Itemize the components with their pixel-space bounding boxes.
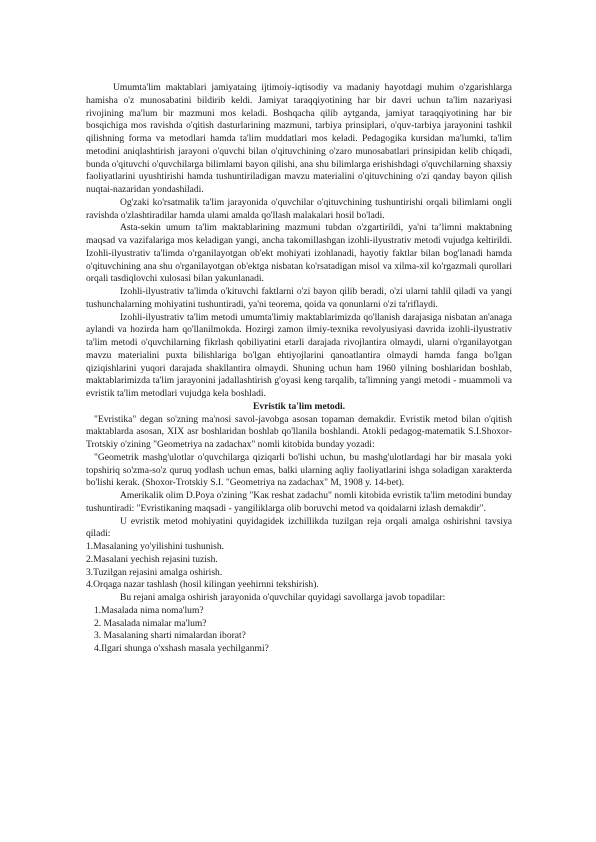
plan-step: 3.Tuzilgan rejasini amalga oshirish.	[86, 566, 223, 578]
question-item: 1.Masalada nima noma'lum?	[94, 604, 204, 616]
paragraph-explanatory-method: Asta-sekin umum ta'lim maktablarining mazmuni tubdan o'zgartirildi, ya'ni ta’limni maktabning maqsad va vazifalariga mos keladigan yangi, ancha takomillashgan izohli-ilyustrativ metodi vujudga keltirildi. Izohli-ilyustrativ ta'limda o'rganilayotgan ob'ekt mohiyati izohlanadi, hayotiy faktlar bilan bog'lanadi hamda o'qituvchining ana shu o'rganilayotgan ob'ektga nisbatan ko'rsatadigan misol va xilma-xil ko'rgazmali qurollari orqali tasdiqlovchi xulosasi bilan yakunlanadi.	[86, 222, 512, 285]
question-item: 4.Ilgari shunga o'xshash masala yechilganmi?	[94, 643, 269, 654]
paragraph-questions-intro: Bu rejani amalga oshirish jarayonida o'quvchilar quyidagi savollarga javob topadilar:	[120, 592, 446, 603]
plan-step: 4.Orqaga nazar tashlash (hosil kilingan yeehirnni tekshirish).	[86, 579, 319, 591]
paragraph-quote: "Geometrik mashg'ulotlar o'quvchilarga qiziqarli bo'lishi uchun, bu mashg'ulotlardagi har bir masala yoki topshiriq so'zma-so'z quruq yodlash uchun emas, balki ularning aqliy faoliyatlarini ishga soladigan xarakterda bo'lishi kerak. (Shoxor-Trotskiy S.I. "Geometriya na zadachax" M, 1908 y. 14-bet).	[86, 451, 512, 489]
paragraph-teacher-role: Izohli-ilyustrativ ta'limda o'kituvchi faktlarni o'zi bayon qilib beradi, o'zi ularni tahlil qiladi va yangi tushunchalarning mohiyatini tushuntiradi, ya'ni teorema, qoida va qonunlarni o'zi ta'riflaydi.	[86, 286, 512, 310]
paragraph-method-limitations: Izohli-ilyustrativ ta'lim metodi umumta'limiy maktablarimizda qo'llanish darajasiga nisbatan an'anaga aylandi va hozirda ham qo'llanilmokda. Hozirgi zamon ilmiy-texnika revolyusiyasi davrida izohli-ilyustrativ ta'lim metodi o'quvchilarning fikrlash qobiliyatini etarli darajada rivojlantira olmaydi, ularni o'rganilayotgan mavzu materialini puxta bilishlariga bo'lgan ehtiyojlarini qanoatlantira olmaydi hamda fanga bo'lgan qiziqishlarini yuqori darajada shakllantira olmaydi. Shuning uchun ham 1960 yilning boshlaridan boshlab, maktablarimizda ta'lim jarayonini jadallashtirish g'oyasi keng tarqalib, ta'limning yangi metodi - muammoli va evristik ta'lim metodlari vujudga kela boshladi.	[86, 311, 512, 399]
question-item: 2. Masalada nimalar ma'lum?	[94, 617, 207, 629]
section-heading: Evristik ta'lim metodi.	[252, 400, 345, 412]
paragraph-verbal-instruction: Og'zaki ko'rsatmalik ta'lim jarayonida o'quvchilar o'qituvchining tushuntirishi orqali bilimlami ongli ravishda o'zlashtiradilar hamda ulami amalda qo'llash malakalari hosil bo'ladi.	[86, 196, 512, 221]
paragraph-plan-intro: U evristik metod mohiyatini quyidagidek izchillikda tuzilgan reja orqali amalga oshirishni tavsiya qiladi:	[86, 515, 512, 540]
document-page	[86, 82, 512, 656]
plan-step: 1.Masalaning yo'yilishini tushunish.	[86, 541, 225, 552]
paragraph-intro: Umumta'lim maktablari jamiyataing ijtimoiy-iqtisodiy va madaniy hayotdagi muhim o'zgarishlarga hamisha o'z munosabatini bildirib keldi. Jamiyat taraqqiyotining har bir davri uchun ta'lim nazariyasi rivojining ma'lum bir mazmuni mos keladi. Boshqacha qilib aytganda, jamiyat taraqqiyotining har bir bosqichiga mos ravishda o'qitish dasturlarining mazmuni, tarbiya prinsiplari, o'quv-tarbiya jarayonini tashkil qilishning forma va metodlari hamda ta'lim muddatlari mos keladi. Pedagogika kursidan ma'lumki, ta'lim metodini aniqlashtirish jarayoni o'quvchi bilan o'qituvchining o'zaro munosabatlari prinsipidan kelib chiqadi, bunda o'qituvchi o'quvchilarga bilimlami bayon qilishi, ana shu bilimlarga erishishdagi o'quvchilarning shaxsiy faoliyatlarini uyushtirishi hamda tushuntiriladigan mavzu materialini o'qituvchining o'zi qanday bayon qilish nuqtai-nazaridan yondashiladi.	[86, 82, 512, 195]
paragraph-heuristics-definition: "Evristika" degan so'zning ma'nosi savol-javobga asosan topaman demakdir. Evristik metod bilan o'qitish maktablarda asosan, XIX asr boshlaridan boshlab qo'llanila boshlandi. Atokli pedagog-matematik S.I.Shoxor-Trotskiy o'zining "Geometriya na zadachax" nomli kitobida bunday yozadi:	[86, 413, 512, 450]
paragraph-polya: Amerikalik olim D.Poya o'zining "Kак reshat zadachu" nomli kitobida evristik ta'lim metodini bunday tushuntiradi: "Evristikaning maqsadi - yangiliklarga olib boruvchi metod va qoidalarni izlash demakdir".	[86, 490, 512, 514]
plan-step: 2.Masalani yechish rejasini tuzish.	[86, 553, 218, 565]
question-item: 3. Masalaning sharti nimalardan iborat?	[94, 630, 246, 642]
